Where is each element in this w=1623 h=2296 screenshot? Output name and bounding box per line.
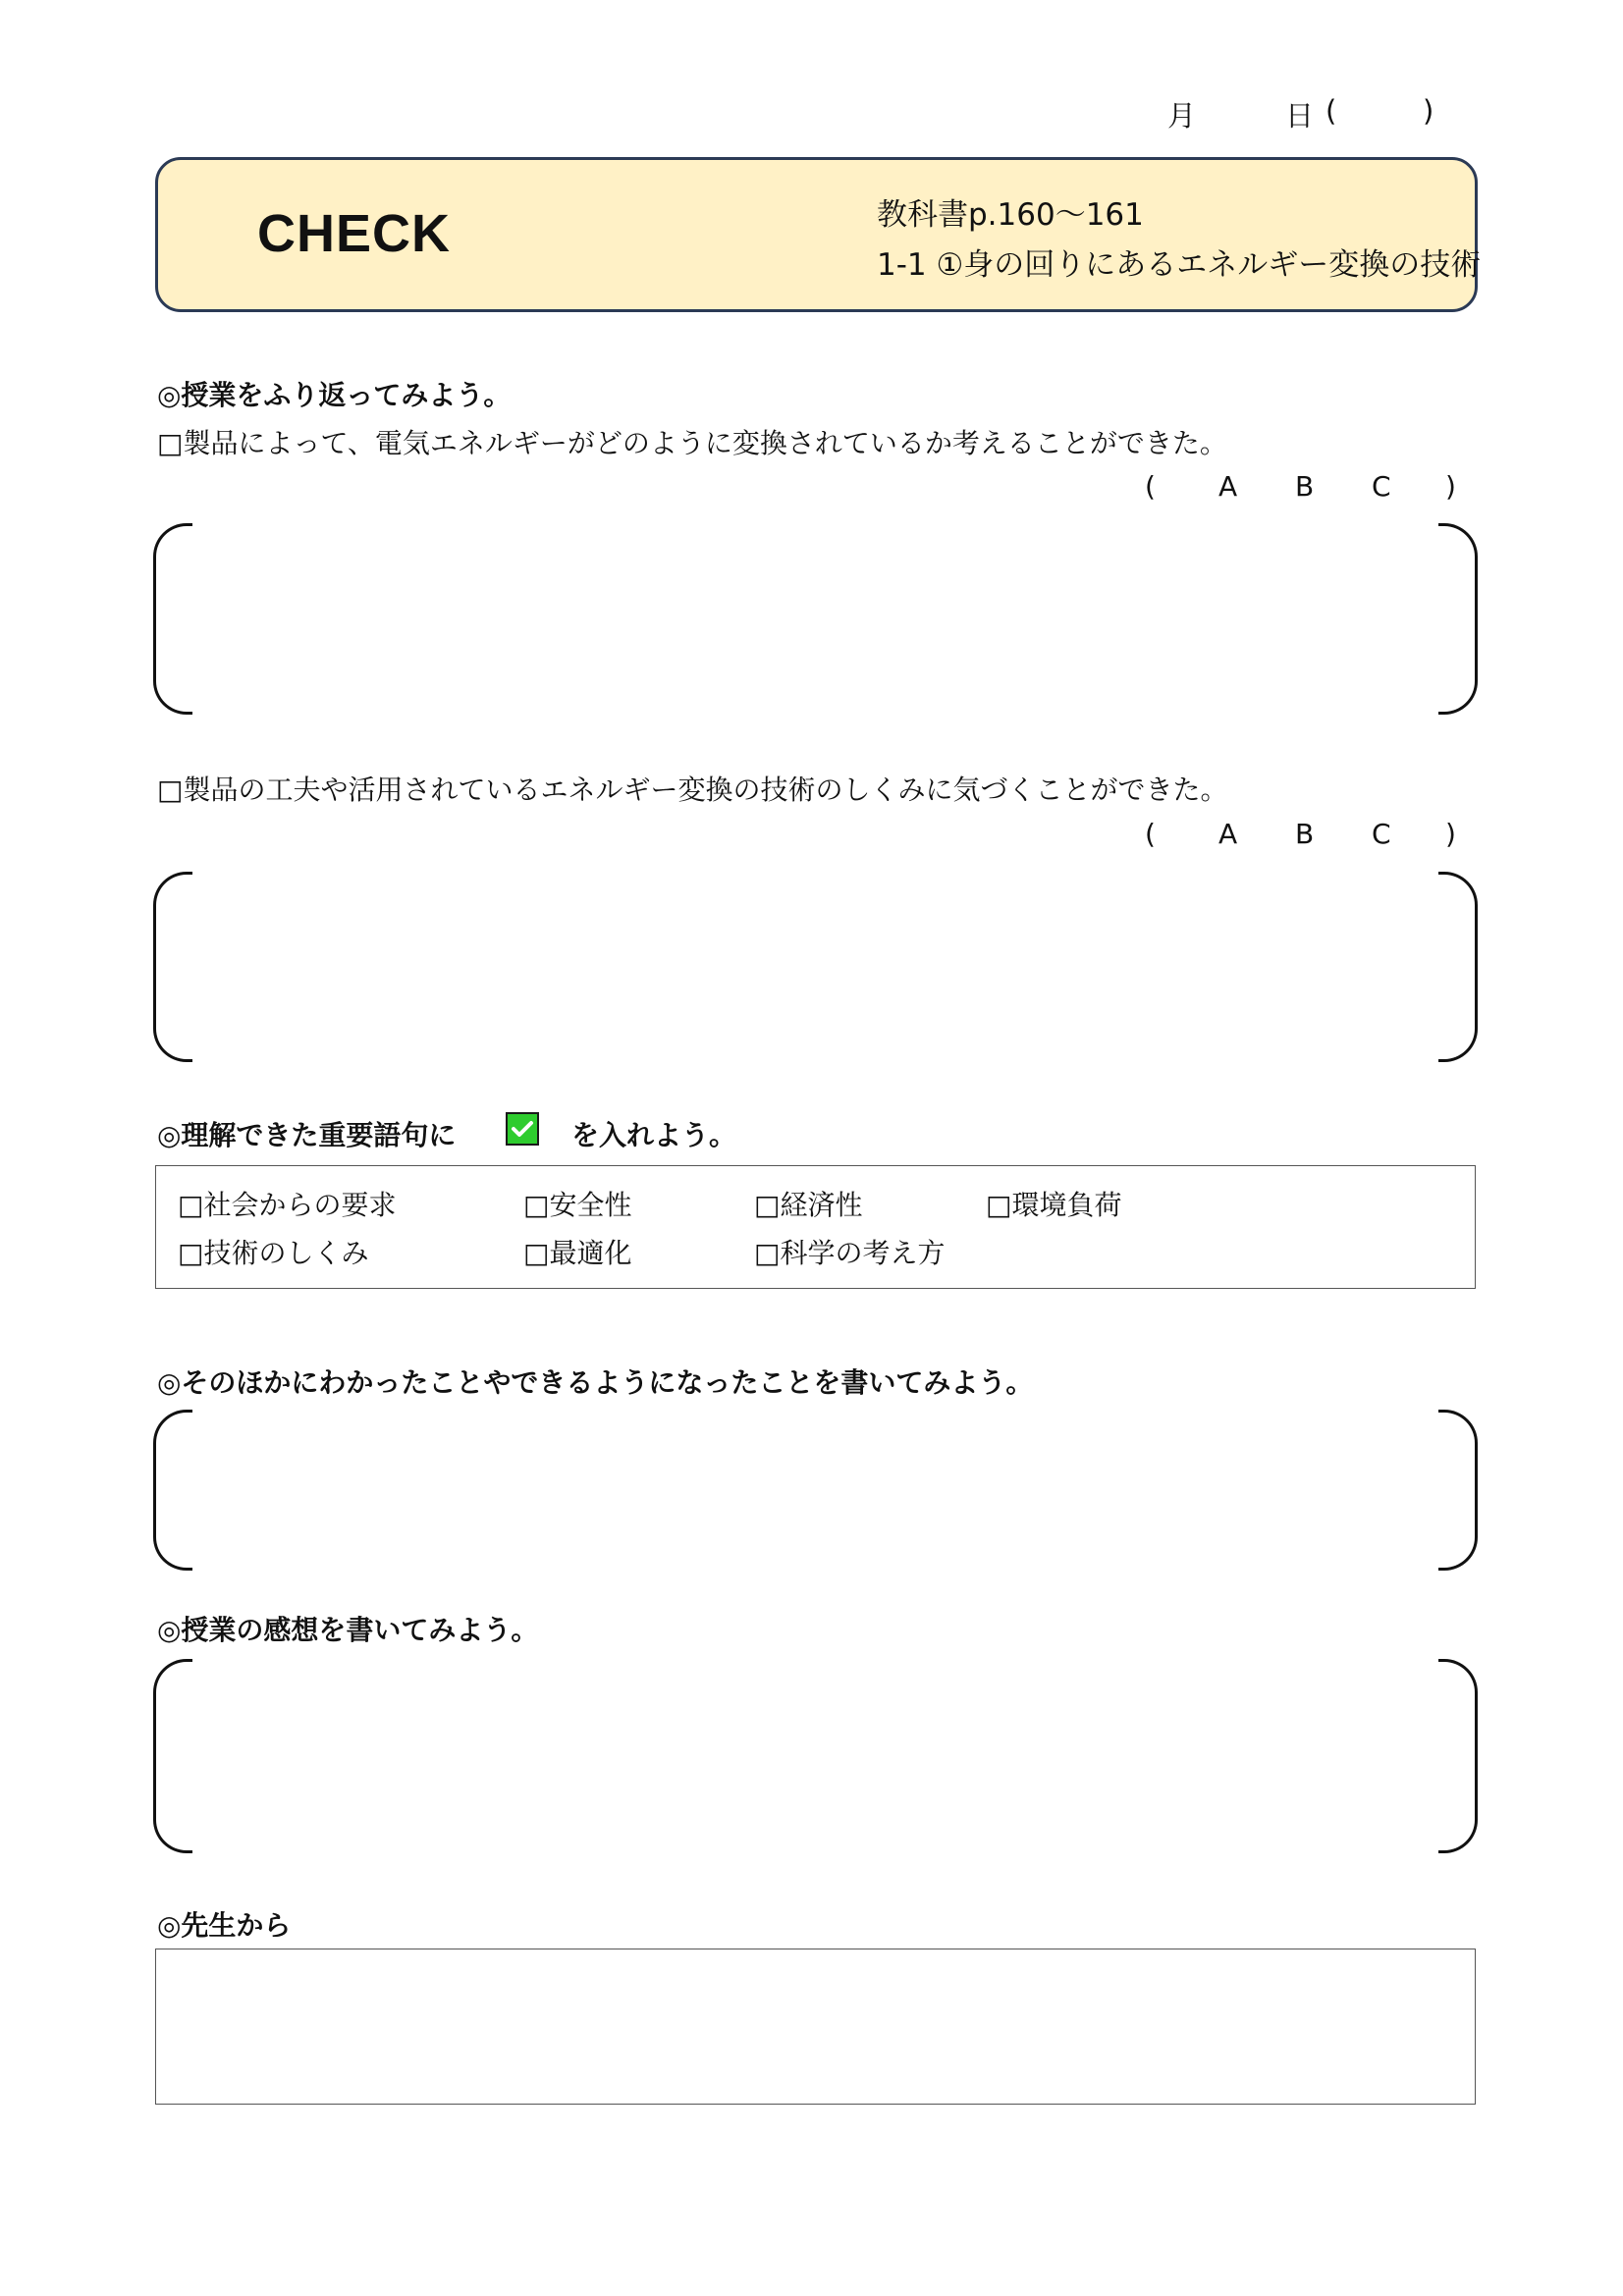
- rating-close-paren: ): [1445, 818, 1456, 850]
- review-item-1[interactable]: □製品によって、電気エネルギーがどのように変換されているか考えることができた。: [157, 427, 1227, 459]
- date-month-label: 月: [1167, 99, 1197, 133]
- terms-heading-suffix: を入れよう。: [571, 1119, 737, 1151]
- term-checkbox[interactable]: □最適化: [523, 1237, 632, 1269]
- term-checkbox[interactable]: □安全性: [523, 1189, 632, 1221]
- weekday-close-paren: ): [1423, 94, 1434, 128]
- term-checkbox[interactable]: □社会からの要求: [178, 1189, 397, 1221]
- lesson-title: 1-1 ①身の回りにあるエネルギー変換の技術: [877, 247, 1482, 283]
- weekday-open-paren: (: [1325, 94, 1337, 128]
- teacher-comment-box[interactable]: [155, 1949, 1476, 2105]
- rating-open-paren: (: [1145, 470, 1156, 503]
- review-heading: ◎授業をふり返ってみよう。: [157, 379, 512, 411]
- terms-heading-prefix: ◎理解できた重要語句に: [157, 1119, 457, 1151]
- page-title: CHECK: [257, 204, 452, 263]
- rating-c[interactable]: C: [1372, 470, 1391, 503]
- left-bracket: [153, 1659, 192, 1853]
- green-checkbox-icon: [506, 1112, 539, 1146]
- answer-box-impressions[interactable]: [153, 1659, 1478, 1853]
- impressions-heading: ◎授業の感想を書いてみよう。: [157, 1614, 539, 1646]
- answer-box-other[interactable]: [153, 1410, 1478, 1571]
- term-checkbox[interactable]: □環境負荷: [986, 1189, 1122, 1221]
- left-bracket: [153, 523, 192, 715]
- term-checkbox[interactable]: □技術のしくみ: [178, 1237, 369, 1269]
- review-item-2[interactable]: □製品の工夫や活用されているエネルギー変換の技術のしくみに気づくことができた。: [157, 774, 1228, 806]
- rating-a[interactable]: A: [1218, 818, 1238, 850]
- answer-box-2[interactable]: [153, 872, 1478, 1062]
- answer-box-1[interactable]: [153, 523, 1478, 715]
- textbook-reference: 教科書p.160〜161: [877, 197, 1144, 233]
- left-bracket: [153, 1410, 192, 1571]
- rating-c[interactable]: C: [1372, 818, 1391, 850]
- other-learnings-heading: ◎そのほかにわかったことやできるようになったことを書いてみよう。: [157, 1366, 1034, 1399]
- teacher-heading: ◎先生から: [157, 1909, 292, 1942]
- rating-close-paren: ): [1445, 470, 1456, 503]
- right-bracket: [1438, 1659, 1478, 1853]
- left-bracket: [153, 872, 192, 1062]
- right-bracket: [1438, 1410, 1478, 1571]
- date-day-label: 日: [1285, 99, 1315, 133]
- rating-a[interactable]: A: [1218, 470, 1238, 503]
- right-bracket: [1438, 523, 1478, 715]
- rating-b[interactable]: B: [1295, 470, 1315, 503]
- term-checkbox[interactable]: □科学の考え方: [754, 1237, 946, 1269]
- rating-open-paren: (: [1145, 818, 1156, 850]
- term-checkbox[interactable]: □経済性: [754, 1189, 863, 1221]
- rating-b[interactable]: B: [1295, 818, 1315, 850]
- right-bracket: [1438, 872, 1478, 1062]
